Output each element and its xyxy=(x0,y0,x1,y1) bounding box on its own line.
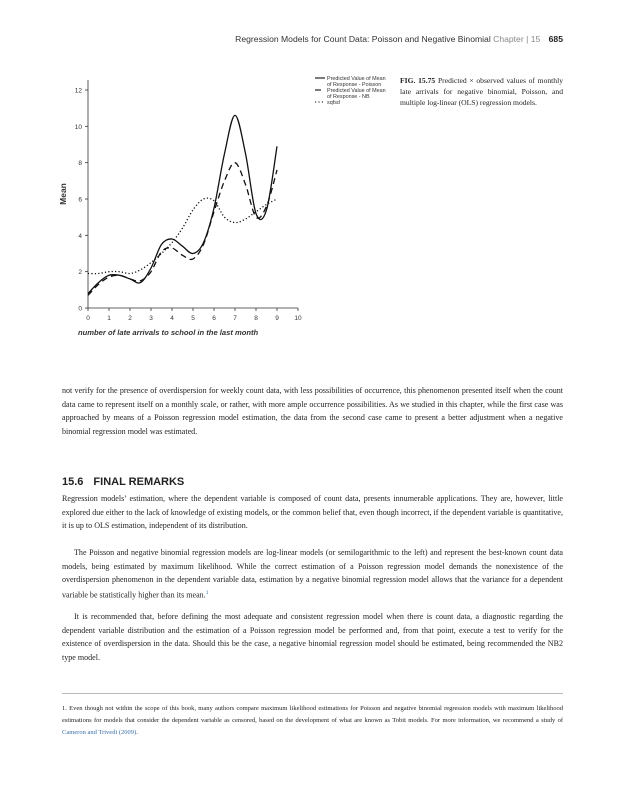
series-line-3 xyxy=(88,198,277,274)
section-heading xyxy=(62,476,194,488)
y-tick-label: 6 xyxy=(78,196,82,204)
figure-chart xyxy=(58,70,388,360)
figure-caption xyxy=(400,76,563,108)
footnote-end: . xyxy=(136,729,138,736)
x-tick-label: 8 xyxy=(254,315,258,322)
x-tick-label: 4 xyxy=(170,315,174,322)
x-axis-label: number of late arrivals to school in the last month xyxy=(78,328,259,337)
citation-link[interactable]: Cameron and Trivedi (2009) xyxy=(62,729,137,736)
footnote-divider xyxy=(62,693,563,694)
body-paragraph-3 xyxy=(62,546,563,602)
chapter-label: Chapter | 15 xyxy=(493,34,541,44)
section-number: 15.6 xyxy=(62,476,84,488)
legend-entry-3: sqfsd xyxy=(327,100,340,106)
series-line-1 xyxy=(88,115,277,293)
y-tick-label: 2 xyxy=(78,269,82,277)
figure-label: FIG. 15.75 xyxy=(400,76,436,85)
footnote-text: Even though not within the scope of this book, many authors compare maximum likelihood estimations for Poisson and negative binomial regression models with maximum likelihood estimations for models that consider the dependent variable as censored, based on the development of what are known as Tobit models. For more information, we recommend a study of xyxy=(62,705,563,724)
x-tick-label: 3 xyxy=(149,315,153,322)
running-header xyxy=(0,34,563,44)
y-axis-label: Mean xyxy=(58,183,68,205)
footnote-ref[interactable]: 1 xyxy=(205,589,209,596)
y-tick-label: 4 xyxy=(78,232,82,240)
x-tick-label: 1 xyxy=(107,315,111,322)
footnote xyxy=(62,703,563,739)
body-paragraph-1: not verify for the presence of overdispersion for weekly count data, with less possibilities of occurrence, this phenomenon presented itself when the count data came to represent itself on a monthly scale, or rather, with more ample occurrence possibilities. As we studied in this chapter, while the first case was approached by means of a Poisson regression model estimation, the data from the second case came to present a better adjustment when a negative binomial regression model was estimated. xyxy=(62,386,563,436)
section-title: FINAL REMARKS xyxy=(93,476,185,488)
y-tick-label: 0 xyxy=(78,305,82,313)
x-tick-label: 5 xyxy=(191,315,195,322)
body-paragraph-3-text: The Poisson and negative binomial regression models are log-linear models (or semilogarithmic to the left) and represent the best-known count data models, being estimated by maximum likelihood. While the correct estimation of a Poisson regression model demands the nonexistence of the overdispersion phenomenon in the dependent variable data, estimation by a negative binomial regression model allows that the variance for a dependent variable be statistically higher than its mean. xyxy=(62,548,563,600)
x-tick-label: 10 xyxy=(294,315,302,322)
page-number: 685 xyxy=(548,34,563,44)
x-tick-label: 6 xyxy=(212,315,216,322)
legend-entry-1: Predicted Value of Mean of Response - Poisson xyxy=(327,76,386,88)
body-paragraph-4: It is recommended that, before defining the most adequate and consistent regression model when there is count data, a diagnostic regarding the dependent variable distribution and the estimation of a Poisson regression model be performed and, from that point, execute a test to verify for the existence of overdispersion in the data. Should this be the case, a negative binomial regression model should be estimated, being recommended the NB2 type model. xyxy=(62,612,563,662)
body-paragraph-2: Regression models’ estimation, where the dependent variable is composed of count data, presents innumerable applications. They are, however, little explored due either to the lack of knowledge of existing models, or the common belief that, even though incorrect, if the dependent variable is quantitative, it is up to OLS estimation, independent of its distribution. xyxy=(62,494,563,530)
running-title: Regression Models for Count Data: Poisson and Negative Binomial xyxy=(235,34,491,44)
footnote-number: 1. xyxy=(62,705,67,712)
figure-caption-text: Predicted × observed values of monthly late arrivals for negative binomial, Poisson, and multiple log-linear (OLS) regression models. xyxy=(400,76,563,107)
y-tick-label: 8 xyxy=(78,160,82,168)
x-tick-label: 9 xyxy=(275,315,279,322)
x-tick-label: 0 xyxy=(86,315,90,322)
legend-entry-2: Predicted Value of Mean of Response - NB xyxy=(327,88,386,100)
y-tick-label: 12 xyxy=(74,87,82,95)
y-tick-label: 10 xyxy=(74,123,82,131)
x-tick-label: 7 xyxy=(233,315,237,322)
x-tick-label: 2 xyxy=(128,315,132,322)
